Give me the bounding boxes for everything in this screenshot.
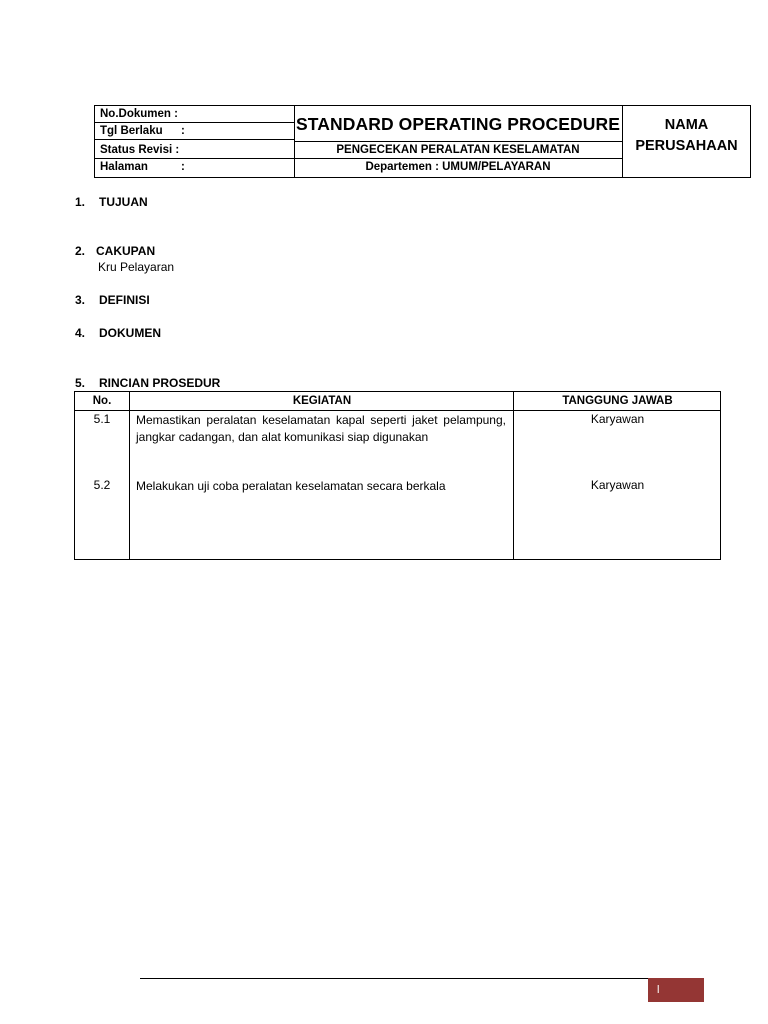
document-title: STANDARD OPERATING PROCEDURE	[294, 106, 622, 142]
document-subtitle: PENGECEKAN PERALATAN KESELAMATAN	[294, 142, 622, 159]
row-number: 5.1	[93, 412, 111, 426]
section-number: 5.	[75, 376, 86, 390]
row-tanggung-jawab: Karyawan	[590, 478, 645, 492]
section-number: 1.	[75, 195, 86, 209]
field-no-dokumen	[95, 106, 294, 123]
field-label: Status Revisi :	[100, 144, 180, 156]
procedure-table	[74, 391, 721, 560]
company-name-line1: NAMA	[664, 117, 709, 133]
page-number-box	[648, 978, 704, 1002]
table-header-row	[75, 392, 720, 411]
row-kegiatan: Memastikan peralatan keselamatan kapal seperti jaket pelampung, jangkar cadangan, dan alat komunikasi siap digunakan	[136, 413, 506, 444]
department-label: Departemen : UMUM/PELAYARAN	[365, 161, 551, 173]
company-name-line2: PERUSAHAAN	[635, 138, 738, 154]
section-number: 3.	[75, 293, 86, 307]
column-header-no: No.	[92, 395, 112, 407]
section-title: DOKUMEN	[99, 326, 161, 340]
section-title: RINCIAN PROSEDUR	[99, 376, 221, 390]
company-name	[623, 106, 750, 177]
document-info-column	[95, 106, 295, 177]
section-number: 4.	[75, 326, 86, 340]
row-kegiatan: Melakukan uji coba peralatan keselamatan secara berkala	[136, 479, 446, 493]
column-divider	[513, 392, 514, 559]
field-colon: :	[181, 161, 185, 173]
field-label: Tgl Berlaku	[100, 125, 163, 137]
column-header-tanggung-jawab: TANGGUNG JAWAB	[562, 395, 673, 407]
section-number: 2.	[75, 244, 86, 258]
row-number: 5.2	[93, 478, 111, 492]
field-tgl-berlaku	[95, 123, 294, 140]
section-title: TUJUAN	[99, 195, 148, 209]
footer-rule	[140, 978, 648, 979]
field-colon: :	[181, 125, 185, 137]
field-status-revisi	[95, 142, 294, 159]
field-halaman	[95, 159, 294, 177]
section-title: CAKUPAN	[96, 244, 156, 258]
field-label: Halaman	[100, 161, 148, 173]
title-column	[294, 106, 623, 177]
page-number: l	[657, 984, 660, 996]
column-header-kegiatan: KEGIATAN	[292, 395, 352, 407]
row-tanggung-jawab: Karyawan	[590, 412, 645, 426]
field-label: No.Dokumen :	[100, 108, 178, 120]
sop-header-table	[94, 105, 751, 178]
column-divider	[129, 392, 130, 559]
section-cakupan-body: Kru Pelayaran	[98, 260, 175, 274]
section-title: DEFINISI	[99, 293, 150, 307]
